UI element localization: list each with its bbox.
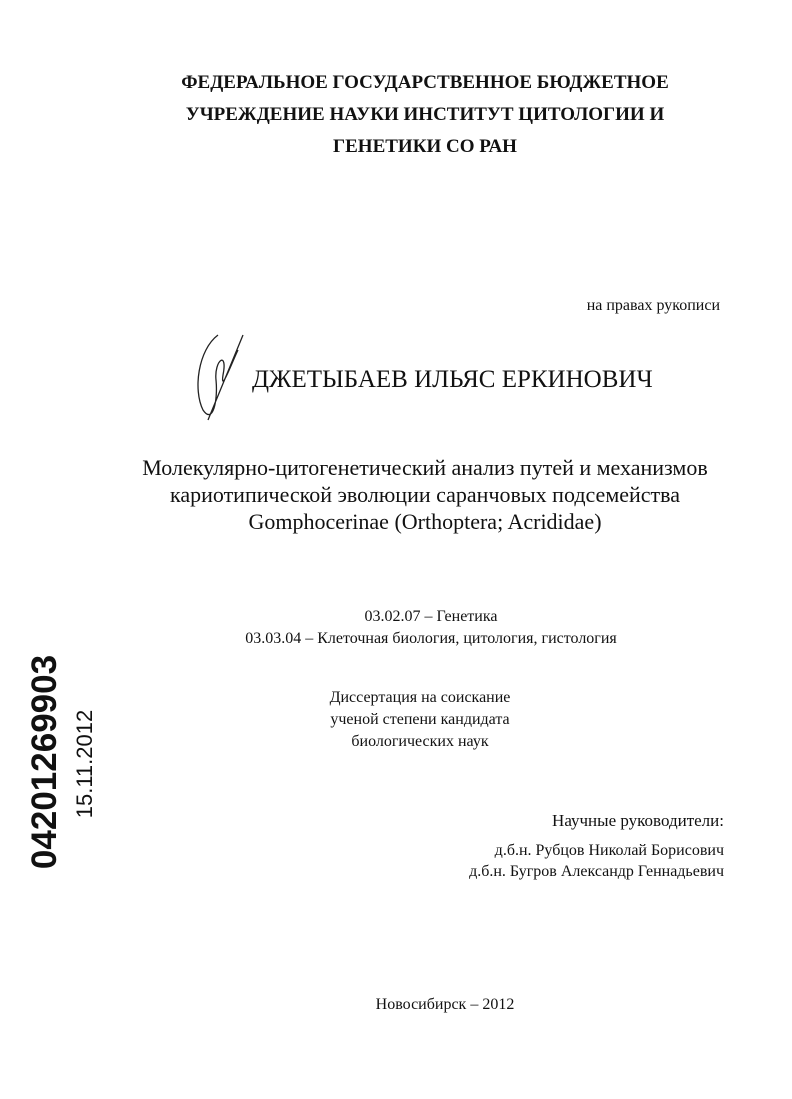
manuscript-note: на правах рукописи [586, 297, 720, 314]
title-line-3: Gomphocerinae (Orthoptera; Acrididae) [248, 509, 602, 534]
dissertation-line-1: Диссертация на соискание [329, 689, 511, 706]
supervisors-label: Научные руководители: [552, 811, 724, 830]
specialty-2: 03.03.04 – Клеточная биология, цитология, гистология [245, 630, 617, 647]
dissertation-line-3: биологических наук [351, 733, 489, 750]
stamp-number: 04201269903 [25, 654, 64, 870]
supervisor-2: д.б.н. Бугров Александр Геннадьевич [469, 863, 724, 880]
specialty-1: 03.02.07 – Генетика [364, 608, 498, 625]
title-line-1: Молекулярно-цитогенетический анализ путей и механизмов [142, 455, 708, 480]
institution-line-1: ФЕДЕРАЛЬНОЕ ГОСУДАРСТВЕННОЕ БЮДЖЕТНОЕ [181, 72, 669, 93]
signature-icon [188, 330, 248, 425]
supervisor-1: д.б.н. Рубцов Николай Борисович [494, 842, 724, 859]
author-name: ДЖЕТЫБАЕВ ИЛЬЯС ЕРКИНОВИЧ [252, 366, 653, 393]
institution-line-3: ГЕНЕТИКИ СО РАН [333, 136, 517, 157]
stamp-date: 15.11.2012 [72, 709, 97, 819]
institution-line-2: УЧРЕЖДЕНИЕ НАУКИ ИНСТИТУТ ЦИТОЛОГИИ И [185, 104, 665, 125]
title-line-2: кариотипической эволюции саранчовых подсемейства [169, 482, 681, 507]
place-year: Новосибирск – 2012 [375, 996, 515, 1013]
dissertation-line-2: ученой степени кандидата [330, 711, 510, 728]
